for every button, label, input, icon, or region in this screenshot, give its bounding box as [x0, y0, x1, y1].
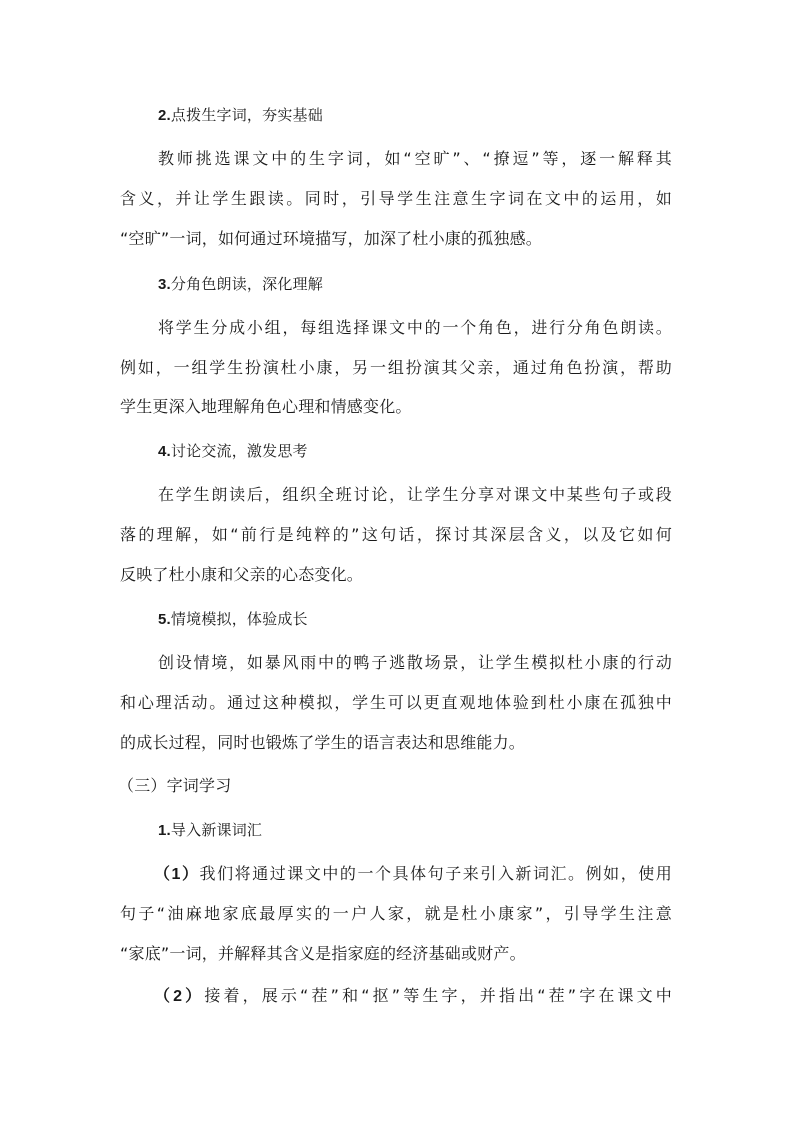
part-heading: （三）字词学习	[118, 776, 232, 795]
paragraph-line: 将学生分成小组，每组选择课文中的一个角色，进行分角色朗读。	[158, 318, 672, 337]
item-number: （2）	[154, 988, 205, 1005]
section-title: 点拨生字词，夯实基础	[170, 106, 323, 124]
paragraph-line: 创设情境，如暴风雨中的鸭子逃散场景，让学生模拟杜小康的行动	[158, 653, 672, 672]
section-title: 导入新课词汇	[170, 821, 263, 839]
section-number: 1.	[158, 822, 171, 839]
paragraph-line	[154, 864, 672, 885]
section-title: 分角色朗读，深化理解	[170, 275, 323, 293]
section-heading	[158, 441, 308, 462]
paragraph-line: 含义，并让学生跟读。同时，引导学生注意生字词在文中的运用，如	[120, 189, 672, 208]
paragraph-line: 的成长过程，同时也锻炼了学生的语言表达和思维能力。	[120, 733, 526, 752]
section-heading	[158, 820, 262, 841]
paragraph-line	[154, 986, 672, 1007]
paragraph-text: 我们将通过课文中的一个具体句子来引入新词汇。例如，使用	[199, 864, 672, 883]
paragraph-line: “空旷”一词，如何通过环境描写，加深了杜小康的孤独感。	[120, 229, 542, 248]
paragraph-line: 句子“油麻地家底最厚实的一户人家，就是杜小康家”，引导学生注意	[120, 904, 672, 923]
section-title: 讨论交流，激发思考	[170, 442, 308, 460]
paragraph-line: 反映了杜小康和父亲的心态变化。	[120, 565, 364, 584]
section-number: 2.	[158, 107, 171, 124]
section-number: 5.	[158, 611, 171, 628]
section-heading	[158, 274, 323, 295]
paragraph-text: 接着，展示“茬”和“抠”等生字，并指出“茬”字在课文中	[204, 986, 673, 1005]
section-number: 4.	[158, 443, 171, 460]
paragraph-line: 和心理活动。通过这种模拟，学生可以更直观地体验到杜小康在孤独中	[120, 693, 672, 712]
item-number: （1）	[154, 866, 200, 883]
paragraph-line: 落的理解，如“前行是纯粹的”这句话，探讨其深层含义，以及它如何	[120, 525, 672, 544]
section-title: 情境模拟，体验成长	[170, 610, 308, 628]
section-heading	[158, 609, 308, 630]
paragraph-line: 例如，一组学生扮演杜小康，另一组扮演其父亲，通过角色扮演，帮助	[120, 358, 672, 377]
paragraph-line: “家底”一词，并解释其含义是指家庭的经济基础或财产。	[120, 944, 526, 963]
section-heading	[158, 105, 323, 126]
section-number: 3.	[158, 276, 171, 293]
paragraph-line: 学生更深入地理解角色心理和情感变化。	[120, 397, 412, 416]
paragraph-line: 教师挑选课文中的生字词，如“空旷”、“撩逗”等，逐一解释其	[158, 149, 672, 168]
paragraph-line: 在学生朗读后，组织全班讨论，让学生分享对课文中某些句子或段	[158, 485, 672, 504]
